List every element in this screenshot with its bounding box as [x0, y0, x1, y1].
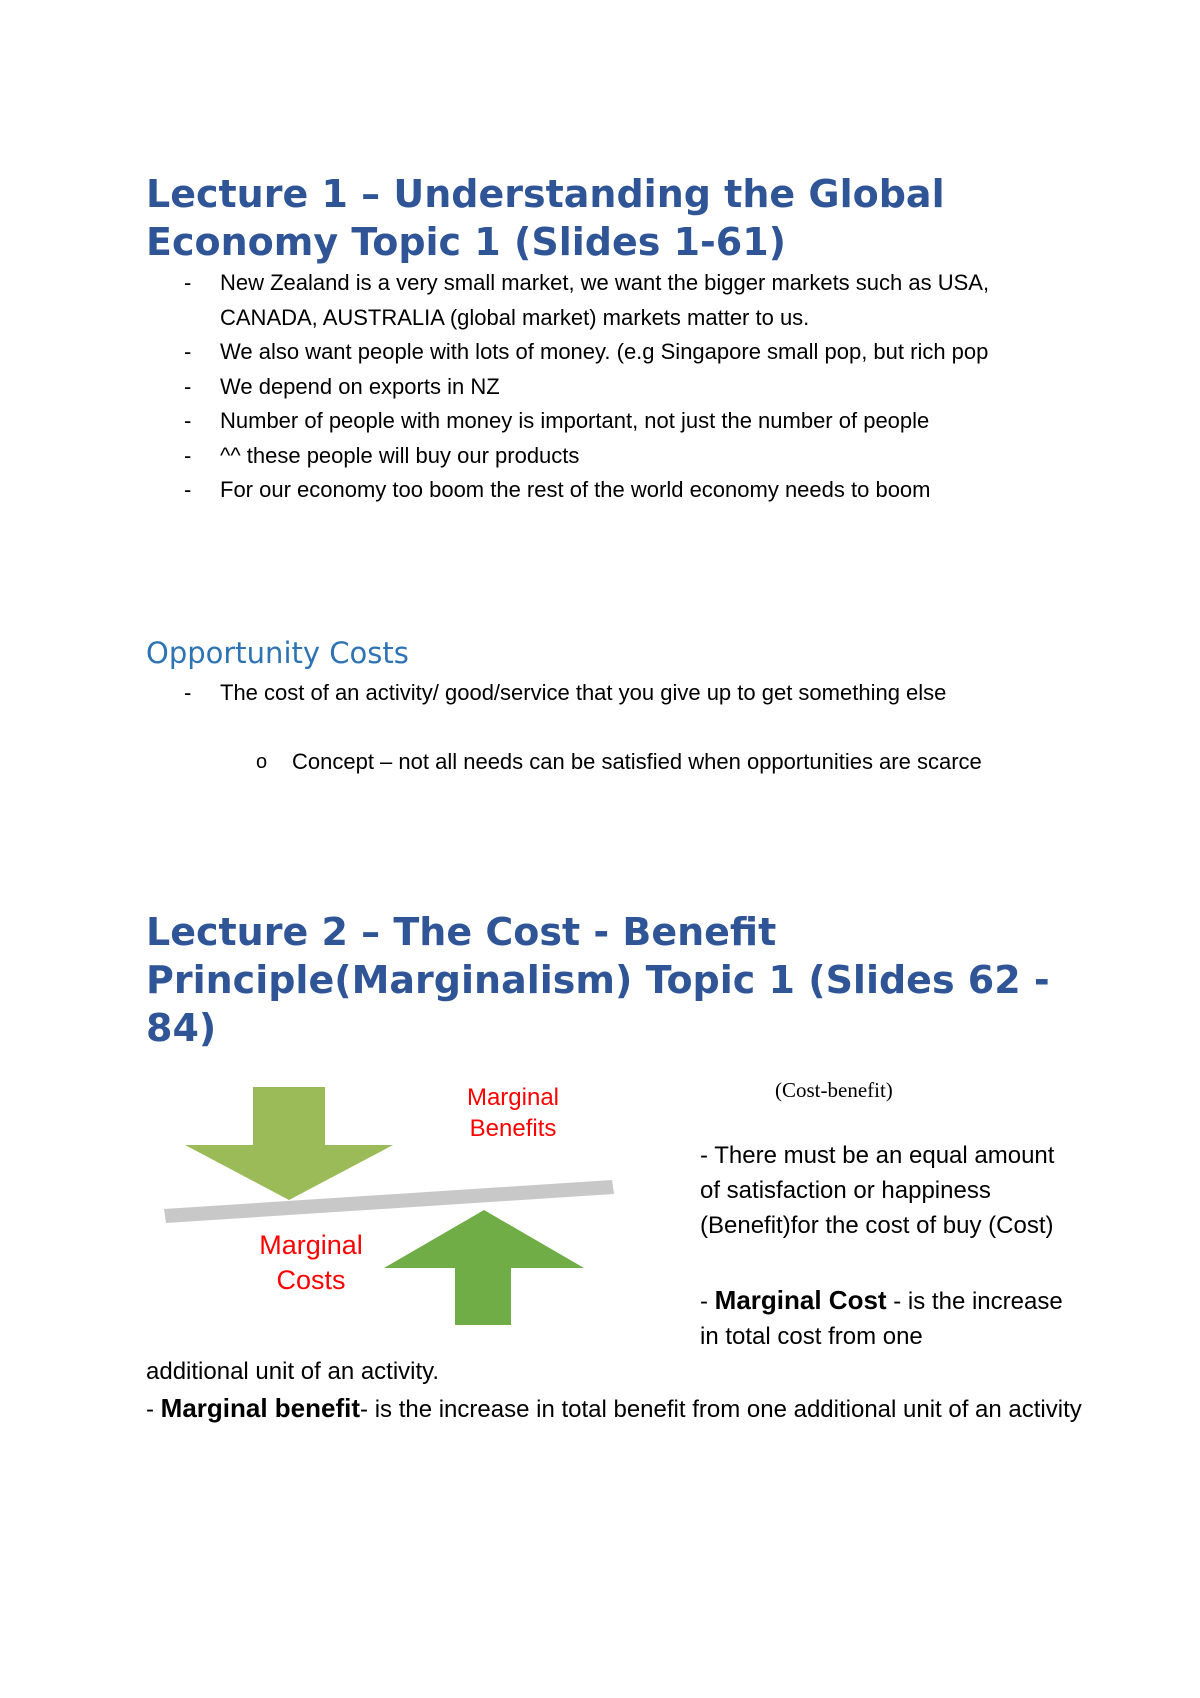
list-item: o Concept – not all needs can be satisfied when opportunities are scarce [146, 745, 1066, 780]
bullet-marker: - [184, 477, 192, 502]
opportunity-costs-heading: Opportunity Costs [146, 636, 409, 670]
marginal-benefits-label: Marginal Benefits [466, 1084, 560, 1142]
marginal-benefit-paragraph: - Marginal benefit- is the increase in total benefit from one additional unit of an activity [146, 1393, 1082, 1423]
up-arrow-icon [384, 1210, 584, 1325]
down-arrow-icon [185, 1087, 393, 1200]
bullet-marker: - [184, 408, 192, 433]
opportunity-sub-list [146, 745, 1066, 780]
bullet-marker: - [184, 442, 192, 468]
side-paragraph-equal-satisfaction: - There must be an equal amount of satisfaction or happiness (Benefit)for the cost of buy (Cost) [700, 1142, 1055, 1239]
bullet-marker: - [184, 680, 192, 705]
list-item: - ^^ these people will buy our products [146, 439, 1066, 474]
opportunity-bullet-list [146, 676, 1066, 711]
list-item: - For our economy too boom the rest of the world economy needs to boom [146, 473, 1066, 508]
marginal-cost-term: Marginal Cost [714, 1285, 887, 1315]
bullet-marker: - [184, 339, 192, 364]
list-item: - New Zealand is a very small market, we want the bigger markets such as USA, CANADA, AUSTRALIA (global market) markets matter to us. [146, 266, 1066, 335]
list-item: - The cost of an activity/ good/service that you give up to get something else [146, 676, 1066, 711]
marginal-benefit-term: Marginal benefit [160, 1393, 361, 1423]
sub-bullet-marker: o [256, 751, 268, 773]
list-item: - Number of people with money is important, not just the number of people [146, 404, 1066, 439]
marginal-costs-label: Marginal Costs [259, 1230, 363, 1295]
side-paragraph-marginal-cost: - Marginal Cost - is the increase in total cost from one [700, 1285, 1063, 1350]
list-item: - We also want people with lots of money. (e.g Singapore small pop, but rich pop [146, 335, 1066, 370]
lecture1-bullet-list [146, 266, 1066, 508]
lecture2-title: Lecture 2 – The Cost - Benefit Principle(Marginalism) Topic 1 (Slides 62 - 84) [146, 910, 1050, 1050]
bullet-marker: - [184, 270, 192, 295]
beam-bar [164, 1180, 614, 1223]
cost-benefit-caption: (Cost-benefit) [775, 1078, 893, 1102]
lecture1-title: Lecture 1 – Understanding the Global Economy Topic 1 (Slides 1-61) [146, 172, 945, 264]
list-item: - We depend on exports in NZ [146, 370, 1066, 405]
marginal-cost-continuation: additional unit of an activity. [146, 1358, 440, 1385]
cost-benefit-diagram [150, 1070, 630, 1340]
bullet-marker: - [184, 373, 192, 399]
